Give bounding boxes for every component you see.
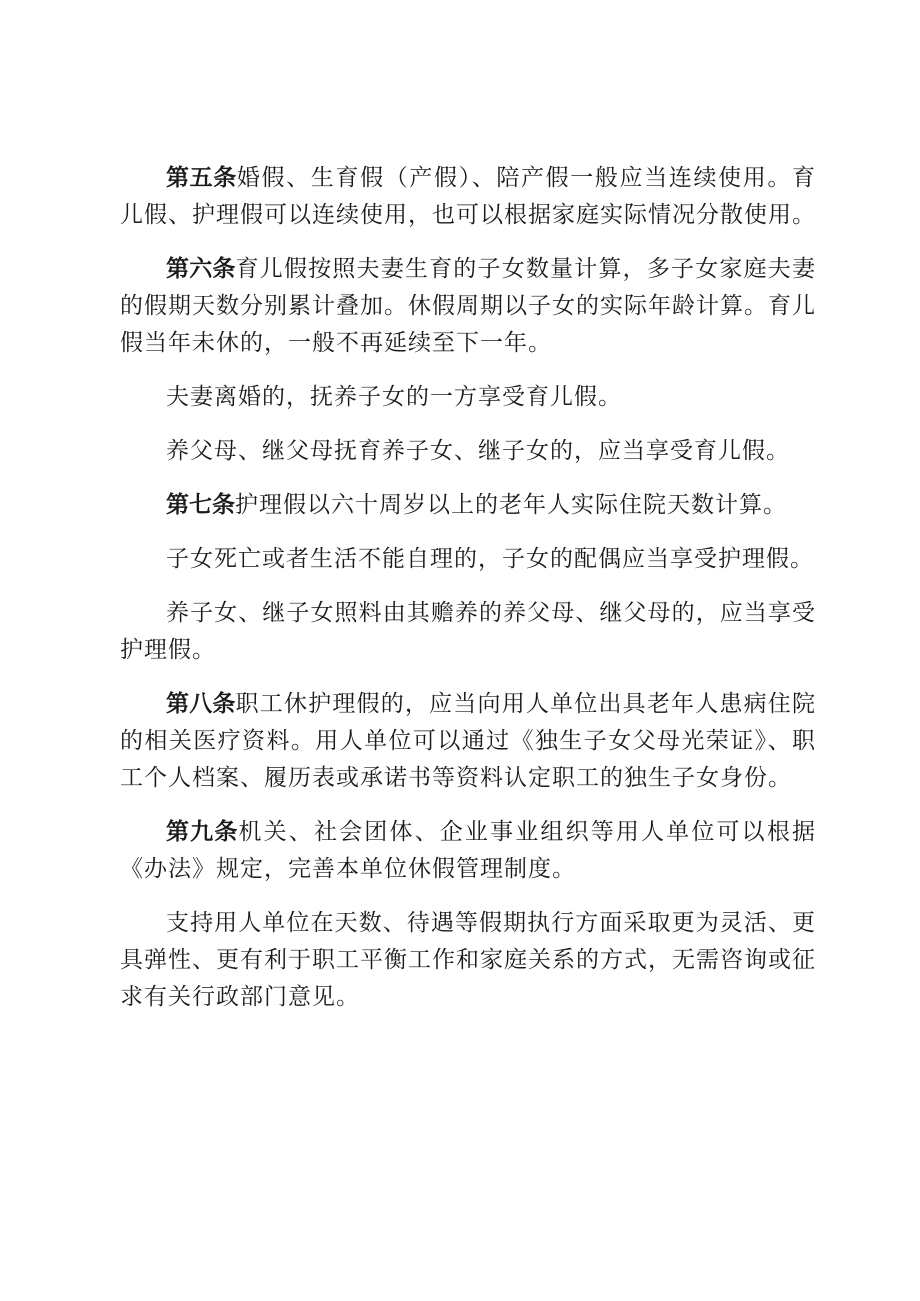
paragraph-text: 育儿假按照夫妻生育的子女数量计算，多子女家庭夫妻的假期天数分别累计叠加。休假周期以子女的实际年龄计算。育儿假当年未休的，一般不再延续至下一年。 (120, 256, 817, 356)
paragraph-article-6 (120, 251, 816, 362)
article-heading: 第五条 (166, 165, 237, 191)
paragraph-text: 机关、社会团体、企业事业组织等用人单位可以根据《办法》规定，完善本单位休假管理制度。 (120, 819, 817, 882)
article-heading: 第九条 (166, 819, 239, 845)
paragraph-article-8 (120, 686, 816, 797)
paragraph-text: 婚假、生育假（产假）、陪产假一般应当连续使用。育儿假、护理假可以连续使用，也可以根据家庭实际情况分散使用。 (120, 165, 817, 228)
paragraph-text: 养子女、继子女照料由其赡养的养父母、继父母的，应当享受护理假。 (120, 600, 816, 663)
paragraph-text: 养父母、继父母抚育养子女、继子女的，应当享受育儿假。 (166, 438, 790, 464)
paragraph-spouse-care (120, 541, 816, 578)
paragraph-flexibility (120, 905, 816, 1016)
paragraph-adopted-children-care (120, 595, 816, 669)
paragraph-text: 职工休护理假的，应当向用人单位出具老年人患病住院的相关医疗资料。用人单位可以通过《独生子女父母光荣证》、职工个人档案、履历表或承诺书等资料认定职工的独生子女身份。 (120, 691, 817, 791)
paragraph-divorce (120, 379, 816, 416)
paragraph-text: 支持用人单位在天数、待遇等假期执行方面采取更为灵活、更具弹性、更有利于职工平衡工作和家庭关系的方式，无需咨询或征求有关行政部门意见。 (120, 910, 816, 1010)
paragraph-adoptive-parents (120, 433, 816, 470)
paragraph-text: 夫妻离婚的，抚养子女的一方享受育儿假。 (166, 384, 622, 410)
article-heading: 第七条 (166, 492, 235, 518)
paragraph-article-5 (120, 160, 816, 234)
paragraph-text: 子女死亡或者生活不能自理的，子女的配偶应当享受护理假。 (166, 546, 814, 572)
paragraph-text: 护理假以六十周岁以上的老年人实际住院天数计算。 (235, 492, 787, 518)
paragraph-article-9 (120, 814, 816, 888)
paragraph-article-7 (120, 487, 816, 524)
document-body (120, 160, 816, 1033)
article-heading: 第六条 (166, 256, 236, 282)
article-heading: 第八条 (166, 691, 236, 717)
